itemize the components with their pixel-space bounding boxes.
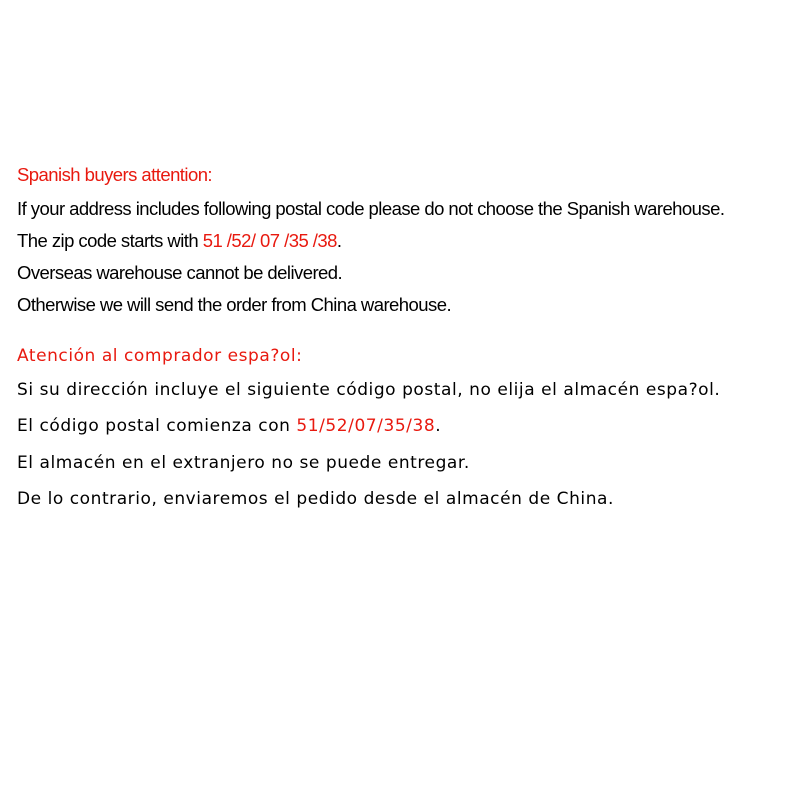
english-zip-code-suffix: . bbox=[336, 230, 342, 251]
spanish-zip-codes: 51/52/07/35/38 bbox=[296, 416, 436, 436]
spanish-zip-code-prefix: El código postal comienza con bbox=[17, 416, 297, 436]
english-zip-code-prefix: The zip code starts with bbox=[17, 230, 203, 251]
spanish-overseas-warning: El almacén en el extranjero no se puede entregar. bbox=[17, 453, 470, 473]
spanish-heading: Atención al comprador espa?ol: bbox=[17, 346, 303, 366]
english-heading: Spanish buyers attention: bbox=[17, 164, 213, 185]
spanish-zip-code-suffix: . bbox=[435, 416, 442, 436]
spanish-postal-code-instruction: Si su dirección incluye el siguiente código postal, no elija el almacén espa?ol. bbox=[17, 380, 721, 400]
english-zip-code-line bbox=[17, 229, 341, 253]
english-overseas-warning: Overseas warehouse cannot be delivered. bbox=[17, 262, 343, 283]
spanish-china-warehouse-note: De lo contrario, enviaremos el pedido desde el almacén de China. bbox=[17, 489, 614, 509]
english-postal-code-instruction: If your address includes following postal code please do not choose the Spanish warehouse. bbox=[17, 198, 725, 219]
english-china-warehouse-note: Otherwise we will send the order from China warehouse. bbox=[17, 294, 452, 315]
english-zip-codes: 51 /52/ 07 /35 /38 bbox=[202, 230, 337, 251]
spanish-zip-code-line bbox=[17, 414, 441, 438]
